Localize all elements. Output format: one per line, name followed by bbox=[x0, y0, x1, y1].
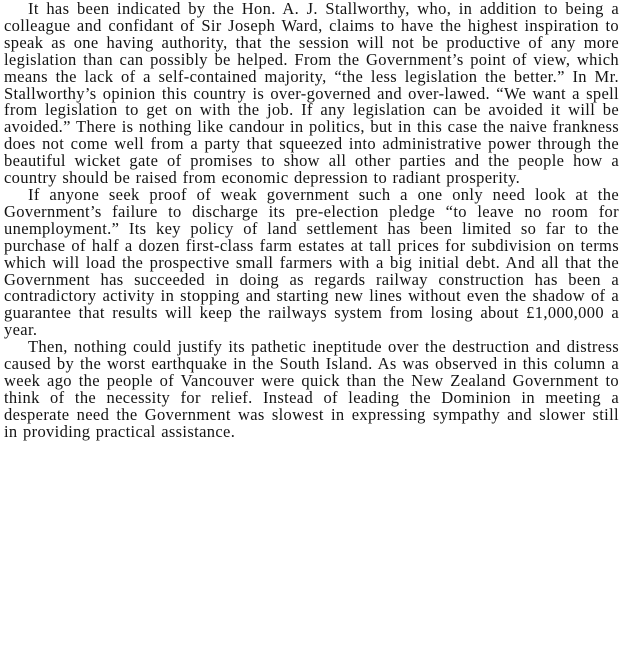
article-body bbox=[4, 0, 619, 441]
paragraph-stallworthy-legislation: It has been indicated by the Hon. A. J. Stallworthy, who, in addition to being a colleague and confidant of Sir Joseph Ward, claims to have the highest inspiration to speak as one having authority, that the session will not be productive of any more legislation than can possibly be helped. From the Government’s point of view, which means the lack of a self-contained majority, “the less legislation the better.” In Mr. Stallworthy’s opinion this country is over-governed and over-lawed. “We want a spell from legislation to get on with the job. If any legislation can be avoided it will be avoided.” There is nothing like candour in politics, but in this case the naive frankness does not come well from a party that squeezed into administrative power through the beautiful wicket gate of promises to show all other parties and the people how a country should be raised from economic depression to radiant prosperity. bbox=[4, 0, 619, 188]
paragraph-earthquake-relief: Then, nothing could justify its pathetic ineptitude over the destruction and distress caused by the worst earthquake in the South Island. As was observed in this column a week ago the people of Vancouver were quick than the New Zealand Government to think of the necessity for relief. Instead of leading the Dominion in meeting a desperate need the Government was slowest in expressing sympathy and slower still in providing practical assistance. bbox=[4, 337, 619, 441]
paragraph-weak-government: If anyone seek proof of weak government such a one only need look at the Government’s failure to discharge its pre-election pledge “to leave no room for unemployment.” Its key policy of land settlement has been limited so far to the purchase of half a dozen first-class farm estates at tall prices for subdivision on terms which will load the prospective small farmers with a big initial debt. And all that the Government has succeeded in doing as regards railway construction has been a contradictory activity in stopping and starting new lines without even the shadow of a guarantee that results will keep the railways system from losing about £1,000,000 a year. bbox=[4, 184, 619, 340]
